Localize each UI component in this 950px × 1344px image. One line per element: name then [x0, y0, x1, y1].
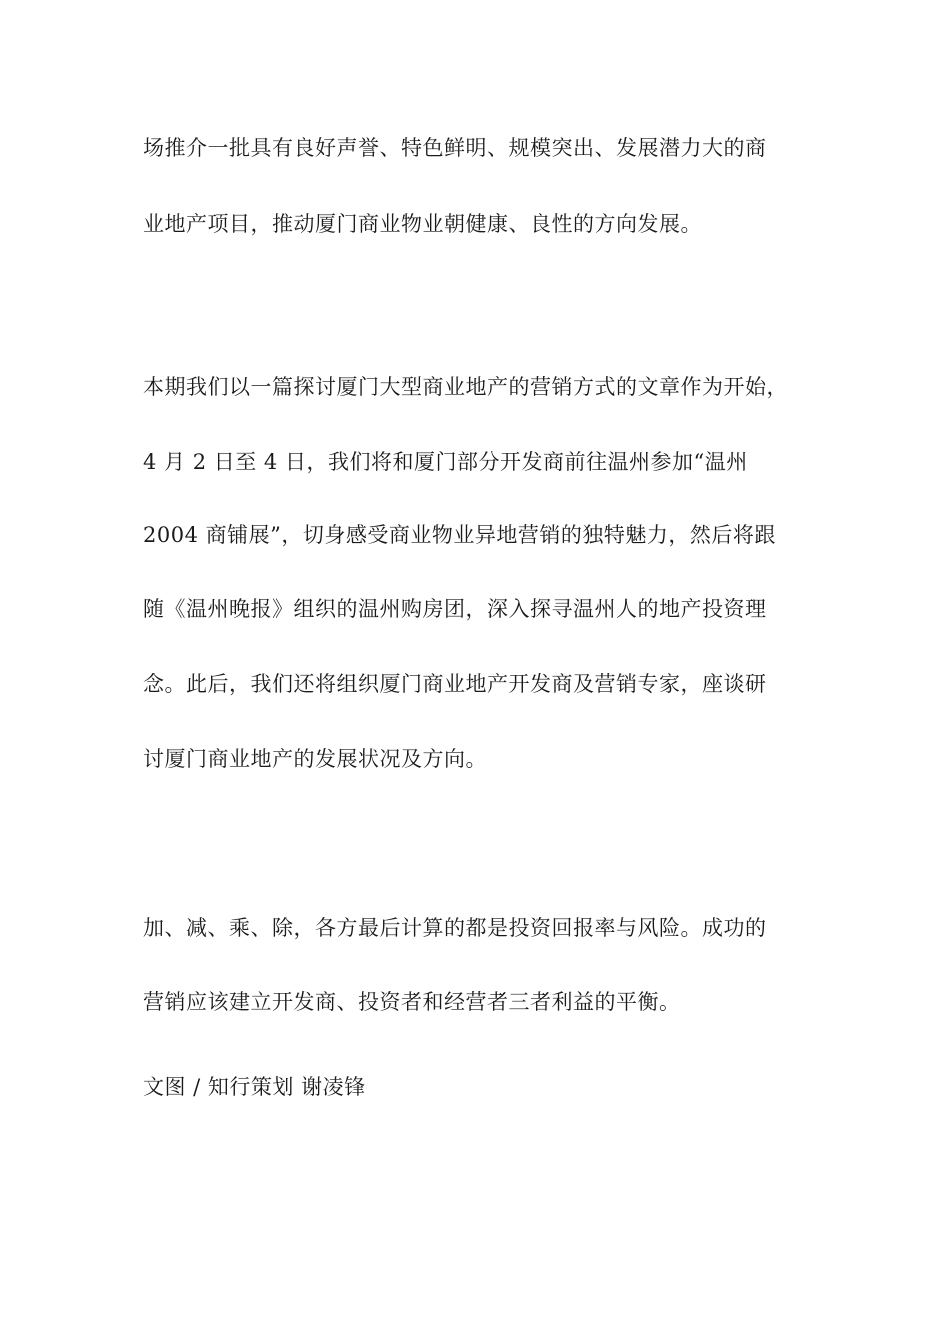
paragraph-line: 念。此后，我们还将组织厦门商业地产开发商及营销专家，座谈研: [143, 672, 767, 696]
paragraph-line: 场推介一批具有良好声誉、特色鲜明、规模突出、发展潜力大的商: [143, 136, 767, 160]
paragraph-line: 讨厦门商业地产的发展状况及方向。: [143, 747, 487, 771]
paragraph-line: 4 月 2 日至 4 日，我们将和厦门部分开发商前往温州参加“温州: [143, 450, 748, 474]
paragraph-line: 本期我们以一篇探讨厦门大型商业地产的营销方式的文章作为开始，: [143, 375, 788, 399]
paragraph-line: 营销应该建立开发商、投资者和经营者三者利益的平衡。: [143, 990, 681, 1014]
byline: 文图 / 知行策划 谢凌锋: [143, 1075, 366, 1099]
paragraph-line: 业地产项目，推动厦门商业物业朝健康、良性的方向发展。: [143, 212, 702, 236]
paragraph-line: 随《温州晚报》组织的温州购房团，深入探寻温州人的地产投资理: [143, 597, 767, 621]
paragraph-line: 2004 商铺展”，切身感受商业物业异地营销的独特魅力，然后将跟: [143, 523, 776, 547]
paragraph-line: 加、减、乘、除，各方最后计算的都是投资回报率与风险。成功的: [143, 916, 767, 940]
